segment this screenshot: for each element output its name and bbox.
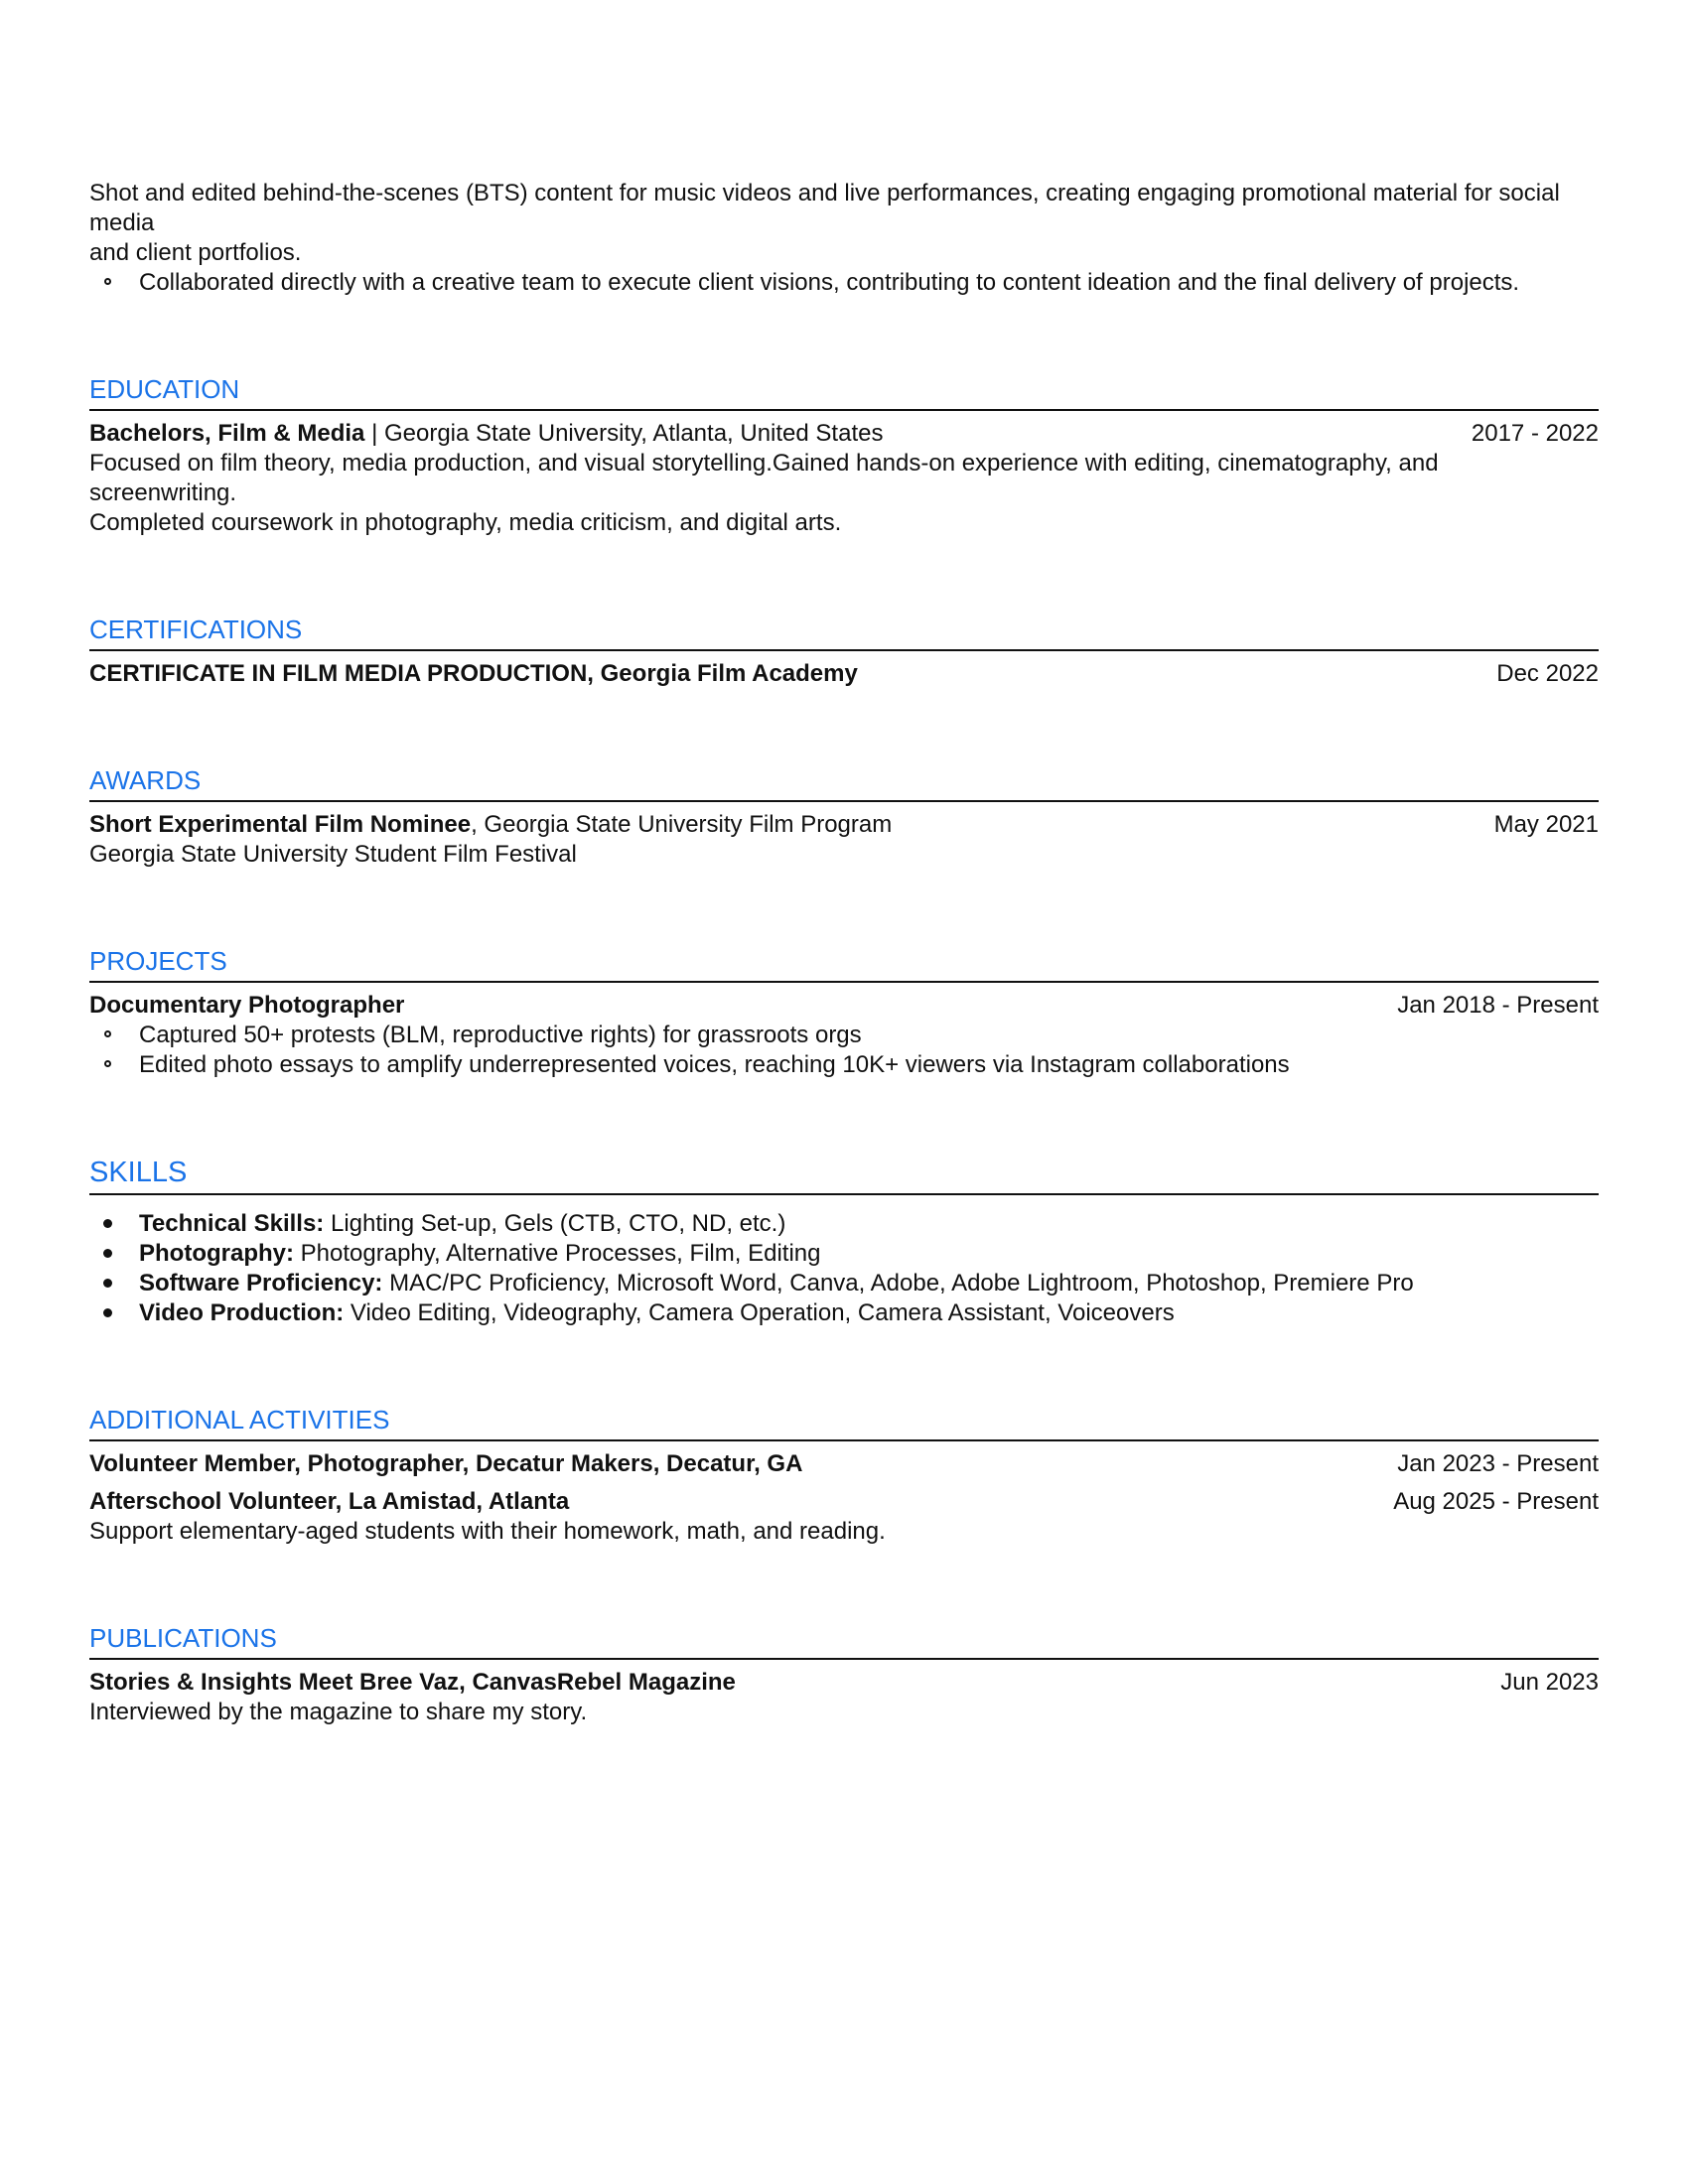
skill-label: Software Proficiency: [139, 1270, 383, 1297]
certification-name: CERTIFICATE IN FILM MEDIA PRODUCTION, Georgia Film Academy [89, 660, 858, 687]
publication-detail: Interviewed by the magazine to share my story. [89, 1699, 588, 1725]
intro-bullets [89, 268, 1599, 298]
activity-row [89, 1449, 1599, 1479]
awards-section [89, 764, 1599, 870]
date: 2017 - 2022 [1471, 420, 1599, 447]
certifications-section [89, 614, 1599, 689]
section-heading: AWARDS [89, 764, 1599, 802]
skill-label: Technical Skills: [139, 1210, 325, 1237]
experience-continuation [89, 179, 1599, 298]
date: Jan 2018 - Present [1397, 992, 1599, 1019]
education-section [89, 373, 1599, 538]
activity-name: Volunteer Member, Photographer, Decatur Makers, Decatur, GA [89, 1450, 803, 1477]
award-row [89, 810, 1599, 840]
skill-value: MAC/PC Proficiency, Microsoft Word, Canva, Adobe, Adobe Lightroom, Photoshop, Premiere Pro [382, 1270, 1414, 1297]
award-line [89, 810, 892, 840]
award-detail: Georgia State University Student Film Festival [89, 841, 577, 868]
activity-detail: Support elementary-aged students with their homework, math, and reading. [89, 1518, 886, 1545]
activities-section [89, 1404, 1599, 1547]
intro-line: Shot and edited behind-the-scenes (BTS) content for music videos and live performances, creating engaging promotional material for social [89, 180, 1560, 206]
skill-label: Photography: [139, 1240, 294, 1267]
education-detail: Completed coursework in photography, media criticism, and digital arts. [89, 509, 842, 536]
date: May 2021 [1493, 811, 1599, 838]
education-detail: Focused on film theory, media production, and visual storytelling.Gained hands-on experience with editing, cinematography, and [89, 450, 1439, 477]
list-item [89, 1209, 1599, 1239]
activity-row [89, 1487, 1599, 1517]
section-heading: CERTIFICATIONS [89, 614, 1599, 651]
project-bullets [89, 1021, 1599, 1080]
skill-value: Video Editing, Videography, Camera Operation, Camera Assistant, Voiceovers [344, 1299, 1175, 1326]
section-heading: PROJECTS [89, 945, 1599, 983]
certification-row [89, 659, 1599, 689]
section-heading: PUBLICATIONS [89, 1622, 1599, 1660]
projects-section [89, 945, 1599, 1080]
date: Jun 2023 [1500, 1669, 1599, 1696]
section-heading: EDUCATION [89, 373, 1599, 411]
publications-section [89, 1622, 1599, 1727]
date: Aug 2025 - Present [1393, 1488, 1599, 1515]
resume-page [89, 179, 1599, 1727]
award-name: Short Experimental Film Nominee [89, 811, 472, 838]
project-name: Documentary Photographer [89, 992, 405, 1019]
publication-row [89, 1668, 1599, 1698]
skill-value: Lighting Set-up, Gels (CTB, CTO, ND, etc.) [324, 1210, 786, 1237]
intro-line: media [89, 209, 155, 236]
skills-list [89, 1209, 1599, 1328]
list-item: Edited photo essays to amplify underrepresented voices, reaching 10K+ viewers via Instagram collaborations [89, 1050, 1599, 1080]
date: Jan 2023 - Present [1397, 1450, 1599, 1477]
list-item [89, 1239, 1599, 1269]
school-name: | Georgia State University, Atlanta, United States [364, 420, 884, 447]
education-degree-line [89, 419, 883, 449]
list-item: Collaborated directly with a creative team to execute client visions, contributing to content ideation and the final delivery of projects. [89, 268, 1599, 298]
section-heading: SKILLS [89, 1156, 1599, 1195]
activity-name: Afterschool Volunteer, La Amistad, Atlanta [89, 1488, 570, 1515]
award-org: , Georgia State University Film Program [471, 811, 893, 838]
list-item [89, 1298, 1599, 1328]
date: Dec 2022 [1496, 660, 1599, 687]
section-heading: ADDITIONAL ACTIVITIES [89, 1404, 1599, 1441]
intro-line: and client portfolios. [89, 239, 302, 266]
skill-label: Video Production: [139, 1299, 345, 1326]
skill-value: Photography, Alternative Processes, Film, Editing [294, 1240, 821, 1267]
project-row [89, 991, 1599, 1021]
education-row [89, 419, 1599, 449]
skills-section [89, 1156, 1599, 1328]
education-detail: screenwriting. [89, 479, 237, 506]
list-item: Captured 50+ protests (BLM, reproductive rights) for grassroots orgs [89, 1021, 1599, 1050]
list-item [89, 1269, 1599, 1298]
degree-name: Bachelors, Film & Media [89, 420, 365, 447]
publication-name: Stories & Insights Meet Bree Vaz, CanvasRebel Magazine [89, 1669, 736, 1696]
